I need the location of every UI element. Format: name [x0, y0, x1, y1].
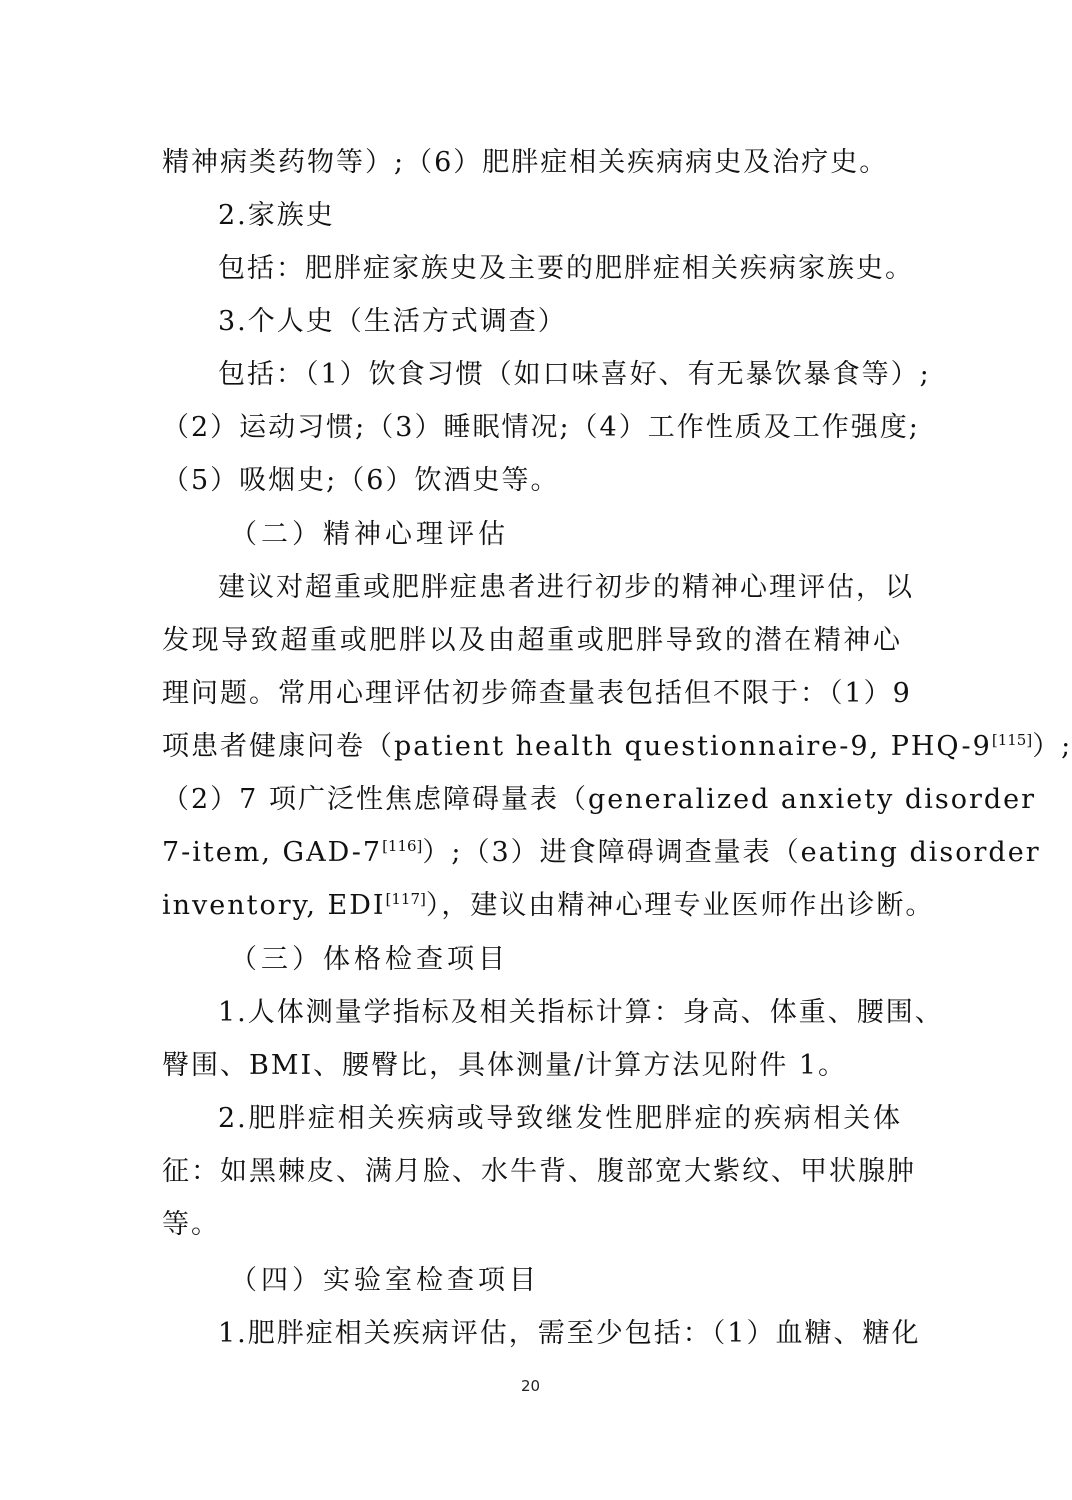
text-line-21: 等。: [162, 1209, 220, 1240]
text-line-9: 建议对超重或肥胖症患者进行初步的精神心理评估，以: [218, 572, 914, 603]
text-line-18: 臀围、BMI、腰臀比，具体测量/计算方法见附件 1。: [162, 1050, 848, 1081]
text-line-19: 2.肥胖症相关疾病或导致继发性肥胖症的疾病相关体: [218, 1103, 902, 1134]
text-line-14: [162, 835, 1041, 871]
section-heading-personal-history: 3.个人史（生活方式调查）: [218, 306, 567, 337]
text-line-7: （5）吸烟史;（6）饮酒史等。: [162, 465, 560, 496]
text-line-23: 1.肥胖症相关疾病评估，需至少包括：（1）血糖、糖化: [218, 1318, 921, 1349]
text-line-20: 征：如黑棘皮、满月脸、水牛背、腹部宽大紫纹、甲状腺肿: [162, 1156, 916, 1187]
section-heading-lab-tests: （四）实验室检查项目: [230, 1265, 540, 1296]
citation-116: [116]: [382, 837, 423, 855]
text-segment: inventory, EDI: [162, 890, 386, 921]
text-line-15: [162, 888, 935, 924]
page-number: 20: [520, 1377, 541, 1395]
text-line-10: 发现导致超重或肥胖以及由超重或肥胖导致的潜在精神心: [162, 625, 902, 656]
section-heading-family-history: 2.家族史: [218, 200, 335, 231]
text-line-17: 1.人体测量学指标及相关指标计算：身高、体重、腰围、: [218, 997, 944, 1028]
text-line-12: [162, 729, 1072, 765]
text-segment: ）;: [1032, 731, 1072, 762]
citation-117: [117]: [385, 890, 426, 908]
text-line-11: 理问题。常用心理评估初步筛查量表包括但不限于：（1）9: [162, 678, 912, 709]
section-heading-psych-assessment: （二）精神心理评估: [230, 519, 509, 550]
text-segment: 7-item, GAD-7: [162, 837, 383, 868]
text-line-3: 包括：肥胖症家族史及主要的肥胖症相关疾病家族史。: [218, 253, 914, 284]
text-line-6: （2）运动习惯;（3）睡眠情况;（4）工作性质及工作强度;: [162, 412, 920, 443]
text-line-1: 精神病类药物等）;（6）肥胖症相关疾病病史及治疗史。: [162, 147, 889, 178]
text-segment: ），建议由精神心理专业医师作出诊断。: [425, 890, 935, 921]
text-line-13: （2）7 项广泛性焦虑障碍量表（generalized anxiety disorder: [162, 784, 1037, 815]
section-heading-physical-exam: （三）体格检查项目: [230, 944, 509, 975]
text-segment: ）;（3）进食障碍调查量表（eating disorder: [422, 837, 1041, 868]
citation-115: [115]: [991, 731, 1033, 749]
text-line-5: 包括：（1）饮食习惯（如口味喜好、有无暴饮暴食等）;: [218, 359, 931, 390]
text-segment: 项患者健康问卷（patient health questionnaire-9, PHQ-9: [162, 731, 992, 762]
